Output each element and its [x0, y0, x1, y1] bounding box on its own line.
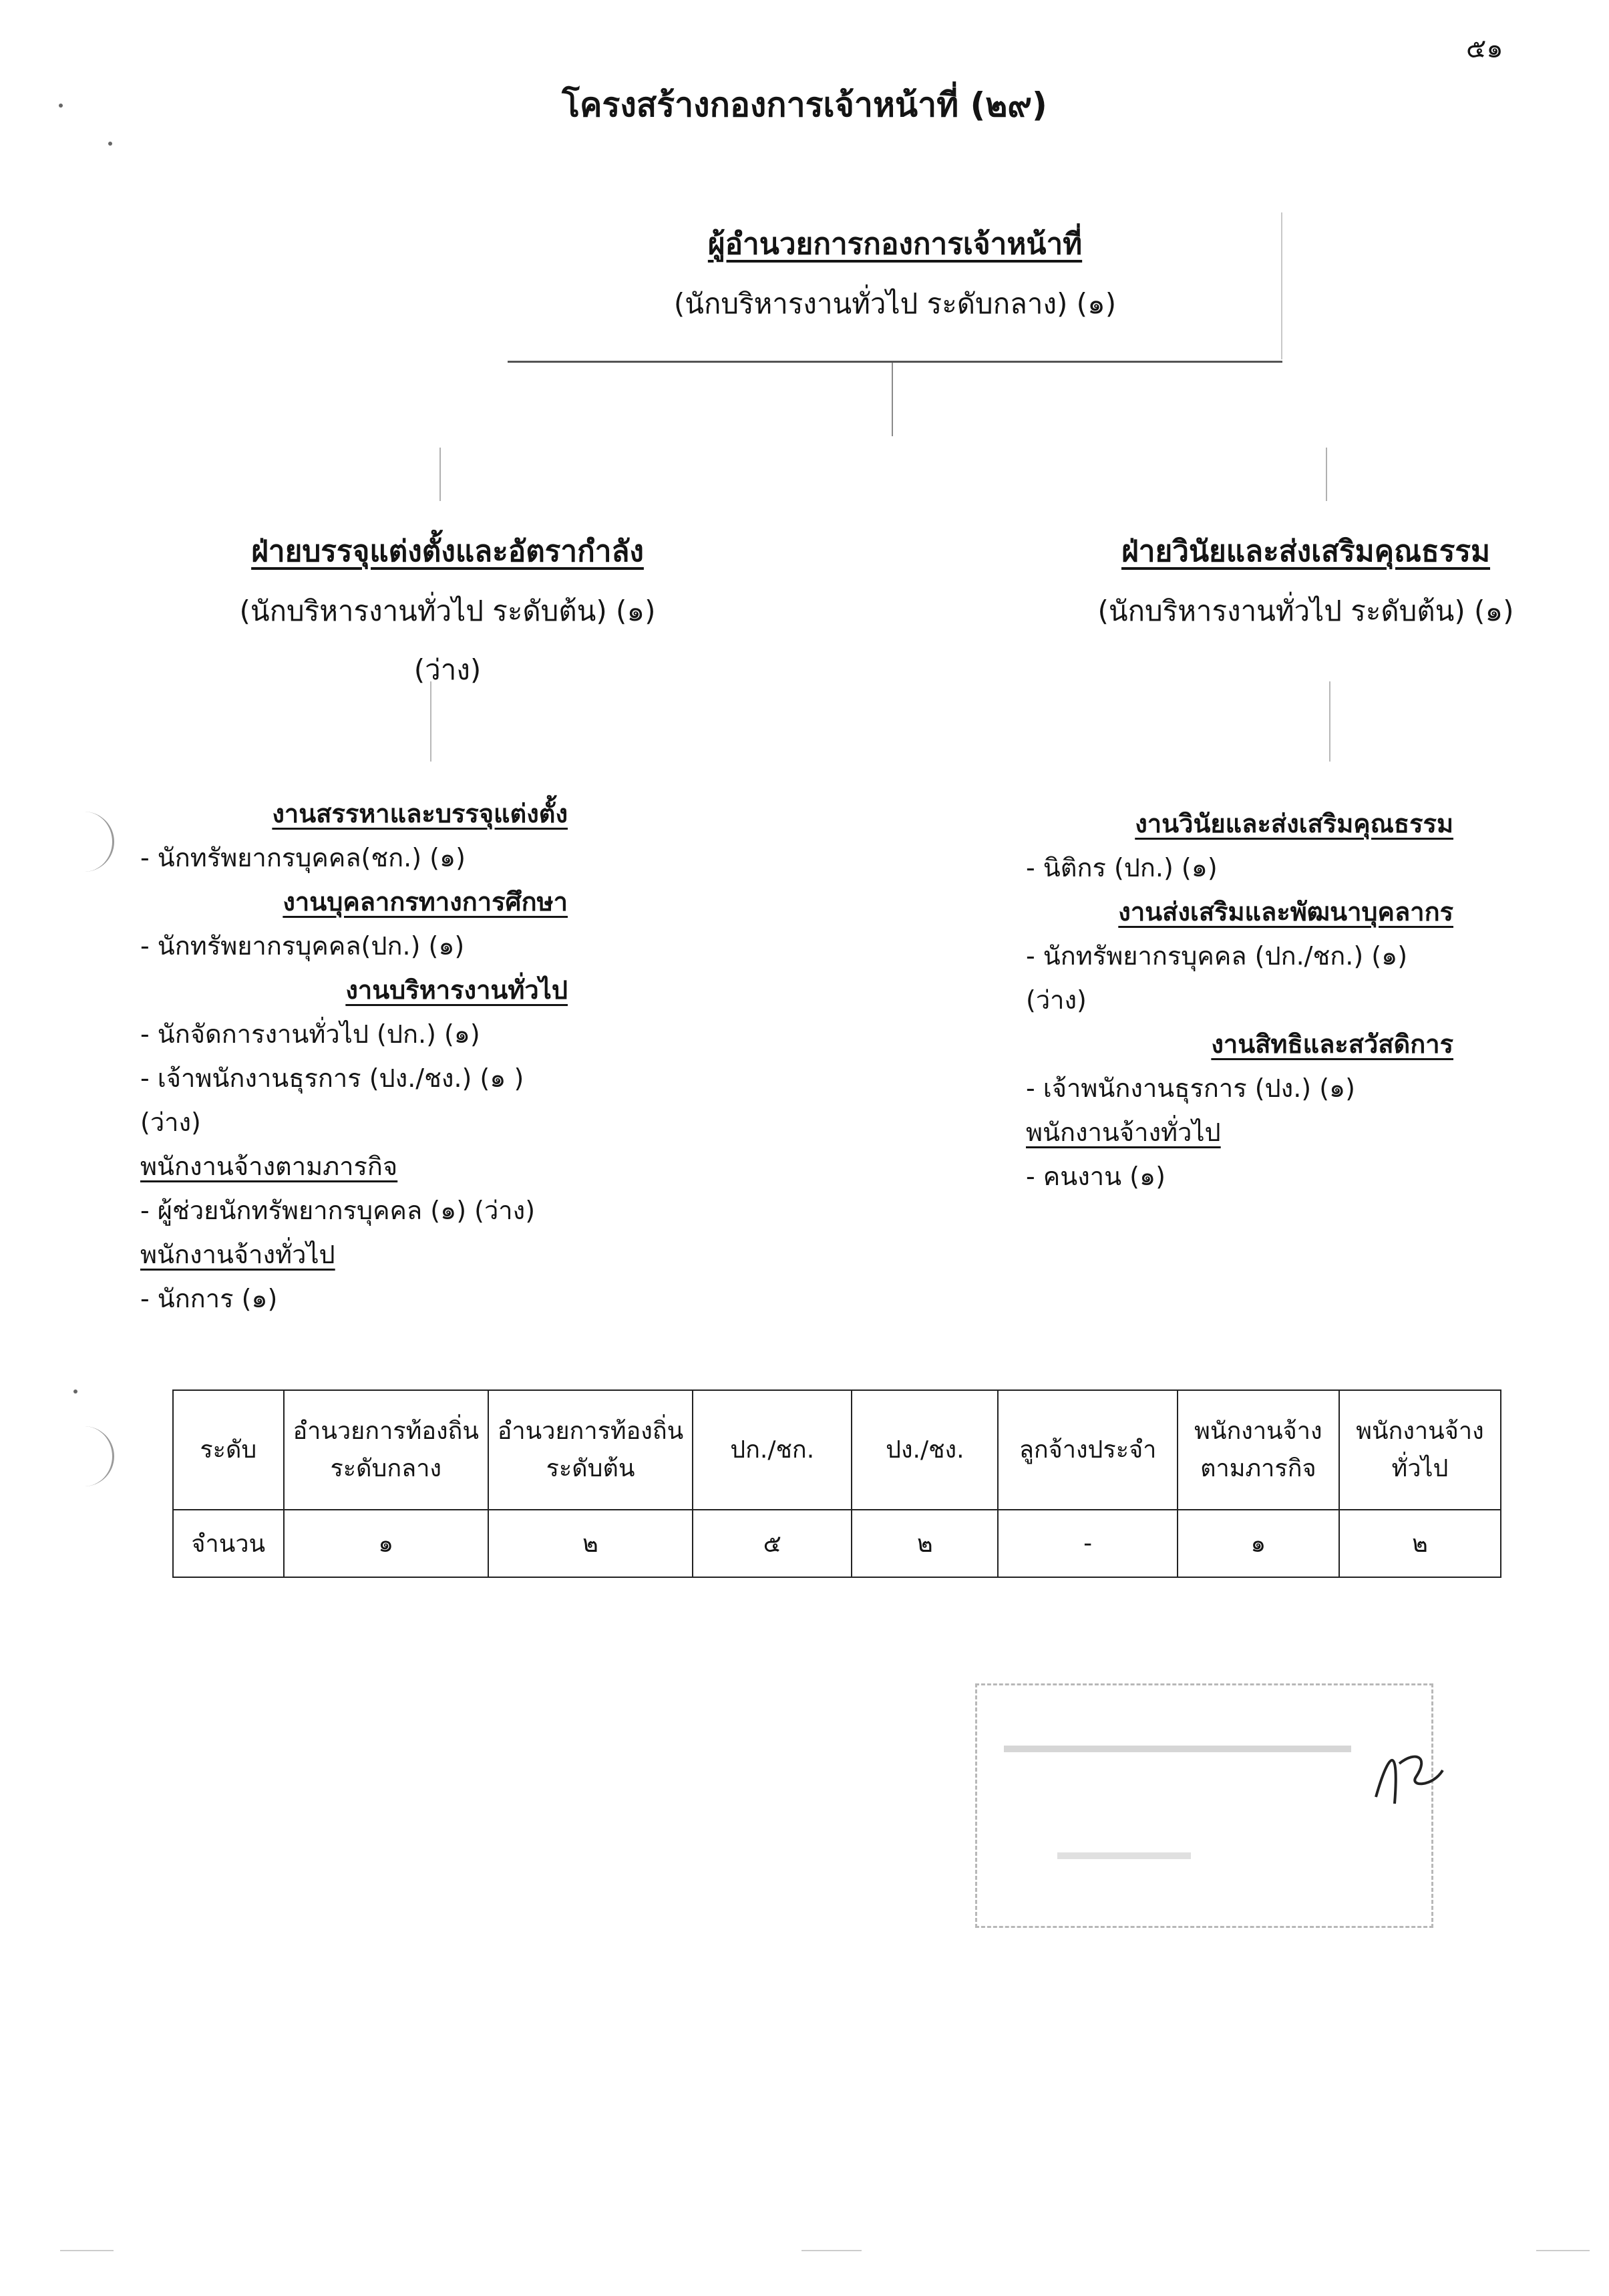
left-division-status: (ว่าง)	[413, 653, 482, 686]
list-item: - นักทรัพยากรบุคคล (ปก./ชก.) (๑) (ว่าง)	[1026, 941, 1408, 1015]
table-cell: ๒	[488, 1510, 693, 1577]
header-line: ระดับกลาง	[330, 1454, 442, 1482]
header-line: ปก./ชก.	[730, 1436, 815, 1464]
list-item: - นักทรัพยากรบุคคล(ชก.) (๑)	[140, 843, 466, 872]
punch-hole-mark	[72, 812, 114, 872]
header-line: อำนวยการท้องถิ่น	[293, 1417, 479, 1445]
scan-speck	[59, 104, 63, 108]
page-title: โครงสร้างกองการเจ้าหน้าที่ (๒๙)	[562, 86, 1047, 124]
list-item: - เจ้าพนักงานธุรการ (ปง.) (๑)	[1026, 1074, 1355, 1103]
table-header-cell	[852, 1390, 998, 1510]
director-position: (นักบริหารงานทั่วไป ระดับกลาง) (๑)	[673, 287, 1117, 320]
certification-stamp	[975, 1683, 1433, 1928]
director-box-right-edge	[1281, 212, 1282, 359]
punch-hole-mark	[72, 1426, 114, 1486]
list-item: - นิติกร (ปก.) (๑)	[1026, 853, 1218, 882]
right-division-box	[989, 528, 1609, 633]
header-line: ตามภารกิจ	[1200, 1454, 1316, 1482]
footer-scan-mark	[1536, 2250, 1590, 2251]
list-item: พนักงานจ้างทั่วไป	[140, 1240, 335, 1269]
connector-center-stem	[892, 363, 893, 436]
list-item: - นักการ (๑)	[140, 1284, 278, 1313]
table-header-cell	[173, 1390, 284, 1510]
left-division-position: (นักบริหารงานทั่วไป ระดับต้น) (๑)	[239, 595, 656, 627]
page-number: ๕๑	[1466, 33, 1503, 64]
table-header-cell	[693, 1390, 852, 1510]
list-item: งานบุคลากรทางการศึกษา	[283, 887, 568, 917]
header-line: ปง./ชง.	[886, 1436, 964, 1464]
header-line: ระดับต้น	[546, 1454, 635, 1482]
list-item: งานวินัยและส่งเสริมคุณธรรม	[1135, 809, 1453, 838]
table-cell: ๒	[852, 1510, 998, 1577]
summary-table	[172, 1389, 1501, 1578]
connector-left-drop	[439, 448, 441, 501]
table-header-cell	[488, 1390, 693, 1510]
list-item: - ผู้ช่วยนักทรัพยากรบุคคล (๑) (ว่าง)	[140, 1196, 536, 1225]
list-item: งานสรรหาและบรรจุแต่งตั้ง	[272, 799, 568, 828]
table-cell: ๕	[693, 1510, 852, 1577]
table-header-cell	[1178, 1390, 1339, 1510]
table-cell: ๑	[1178, 1510, 1339, 1577]
connector-horizontal	[508, 361, 1282, 363]
header-line: ลูกจ้างประจำ	[1019, 1436, 1157, 1464]
header-line: อำนวยการท้องถิ่น	[497, 1417, 684, 1445]
connector-right-drop	[1326, 448, 1327, 501]
right-division-position: (นักบริหารงานทั่วไป ระดับต้น) (๑)	[1097, 595, 1514, 627]
table-row	[173, 1510, 1501, 1577]
connector-right-lower	[1329, 681, 1330, 762]
left-division-list	[140, 792, 568, 1321]
header-line: ทั่วไป	[1391, 1454, 1449, 1482]
list-item: งานบริหารงานทั่วไป	[345, 975, 568, 1005]
table-cell: ๑	[284, 1510, 488, 1577]
table-header-row	[173, 1390, 1501, 1510]
table-header-cell	[998, 1390, 1177, 1510]
list-item: งานส่งเสริมและพัฒนาบุคลากร	[1118, 897, 1453, 927]
footer-scan-mark	[60, 2250, 114, 2251]
list-item: พนักงานจ้างตามภารกิจ	[140, 1152, 398, 1181]
list-item: - คนงาน (๑)	[1026, 1162, 1166, 1191]
table-cell: จำนวน	[173, 1510, 284, 1577]
scan-speck	[73, 1389, 77, 1393]
header-line: พนักงานจ้าง	[1356, 1417, 1484, 1445]
left-division-title: ฝ่ายบรรจุแต่งตั้งและอัตรากำลัง	[251, 534, 644, 568]
header-line: ระดับ	[200, 1436, 257, 1464]
list-item: - นักทรัพยากรบุคคล(ปก.) (๑)	[140, 931, 465, 961]
connector-left-lower	[430, 681, 431, 762]
scan-speck	[108, 142, 112, 146]
list-item: งานสิทธิและสวัสดิการ	[1211, 1029, 1453, 1059]
table-cell: ๒	[1339, 1510, 1501, 1577]
list-item: - นักจัดการงานทั่วไป (ปก.) (๑)	[140, 1019, 480, 1049]
list-item: - เจ้าพนักงานธุรการ (ปง./ชง.) (๑ ) (ว่าง)	[140, 1063, 524, 1137]
list-item: พนักงานจ้างทั่วไป	[1026, 1118, 1221, 1147]
left-division-box	[174, 528, 721, 692]
table-header-cell	[1339, 1390, 1501, 1510]
header-line: พนักงานจ้าง	[1194, 1417, 1322, 1445]
right-division-list	[1026, 802, 1453, 1198]
table-cell: -	[998, 1510, 1177, 1577]
signature-icon	[1369, 1724, 1449, 1817]
footer-scan-mark	[801, 2250, 862, 2251]
director-title: ผู้อำนวยการกองการเจ้าหน้าที่	[707, 227, 1083, 261]
right-division-title: ฝ่ายวินัยและส่งเสริมคุณธรรม	[1121, 534, 1491, 568]
table-header-cell	[284, 1390, 488, 1510]
director-box	[601, 220, 1189, 326]
